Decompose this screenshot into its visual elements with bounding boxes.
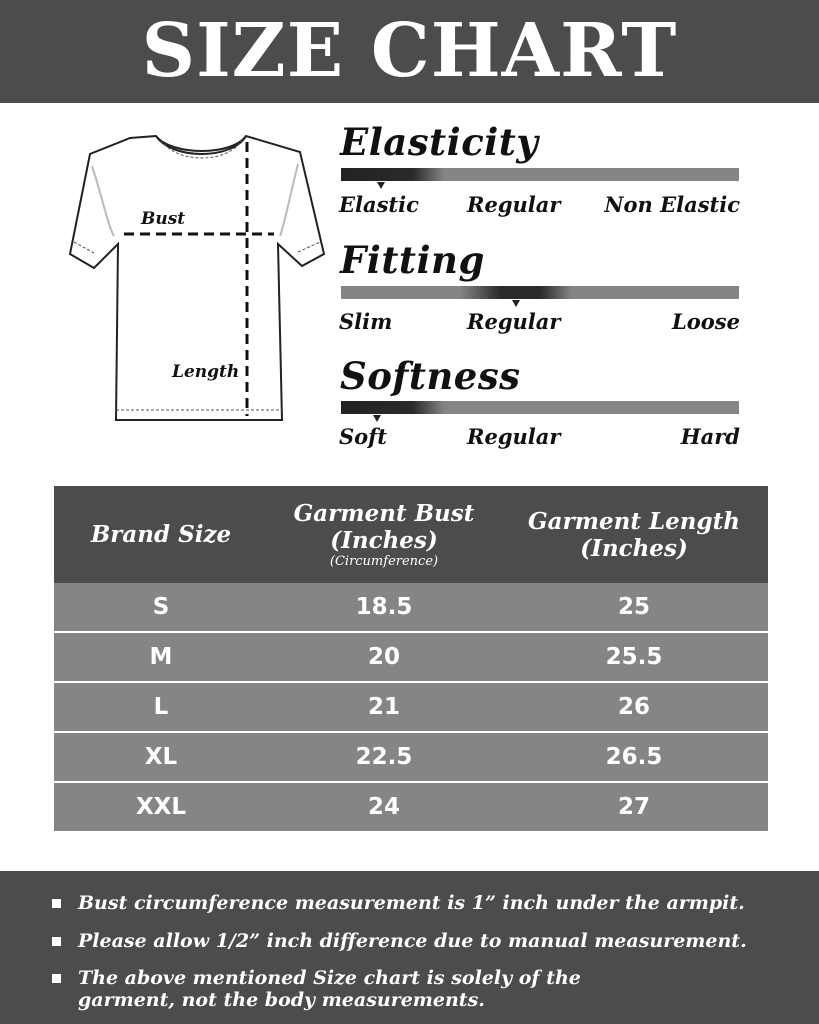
length-label: Length [172, 362, 240, 382]
scale-title: Fitting [340, 238, 485, 282]
scale-label-right: Hard [680, 424, 740, 449]
table-row [54, 633, 768, 681]
scale-label-middle: Regular [467, 192, 561, 217]
cell-bust: 20 [367, 644, 400, 670]
bullet-icon [52, 899, 61, 908]
cell-bust: 18.5 [355, 594, 413, 620]
cell-bust: 24 [367, 794, 400, 820]
header-brand-size: Brand Size [90, 521, 232, 548]
table-header [54, 486, 768, 583]
bullet-icon [52, 974, 61, 983]
cell-length: 26.5 [605, 744, 663, 770]
tshirt-icon [62, 126, 332, 436]
note-item: Please allow 1/2” inch difference due to manual measurement. [52, 930, 778, 952]
scale-label-right: Non Elastic [604, 192, 740, 217]
scale-label-middle: Regular [467, 309, 561, 334]
table-row [54, 783, 768, 831]
scale-marker-icon [377, 182, 385, 189]
page-title: SIZE CHART [141, 8, 678, 94]
notes-footer [0, 871, 819, 1024]
table-row [54, 583, 768, 631]
scale-title: Elasticity [340, 120, 539, 164]
scale-marker-icon [373, 415, 381, 422]
scale-bar [341, 401, 739, 414]
scale-label-right: Loose [672, 309, 740, 334]
note-item: Bust circumference measurement is 1” inch under the armpit. [52, 892, 778, 914]
scale-bar [341, 286, 739, 299]
cell-size: XL [144, 744, 178, 770]
cell-size: XXL [135, 794, 187, 820]
bust-label: Bust [141, 209, 186, 229]
size-table [54, 486, 768, 831]
cell-bust: 21 [367, 694, 400, 720]
cell-size: M [149, 644, 173, 670]
cell-length: 25 [617, 594, 650, 620]
cell-length: 26 [617, 694, 650, 720]
table-row [54, 683, 768, 731]
header-banner [0, 0, 819, 103]
bullet-icon [52, 937, 61, 946]
scale-label-left: Elastic [339, 192, 419, 217]
scale-marker-icon [512, 300, 520, 307]
header-garment-bust: Garment Bust (Inches) (Circumference) [293, 499, 475, 569]
scale-title: Softness [340, 354, 521, 398]
scale-label-left: Slim [339, 309, 393, 334]
cell-length: 25.5 [605, 644, 663, 670]
scale-bar [341, 168, 739, 181]
cell-size: S [152, 594, 170, 620]
cell-bust: 22.5 [355, 744, 413, 770]
table-row [54, 733, 768, 781]
scale-label-left: Soft [339, 424, 387, 449]
header-garment-length: Garment Length (Inches) [528, 507, 740, 562]
scale-label-middle: Regular [467, 424, 561, 449]
cell-length: 27 [617, 794, 650, 820]
note-item: The above mentioned Size chart is solely of the garment, not the body measurements. [52, 967, 678, 1011]
cell-size: L [153, 694, 169, 720]
